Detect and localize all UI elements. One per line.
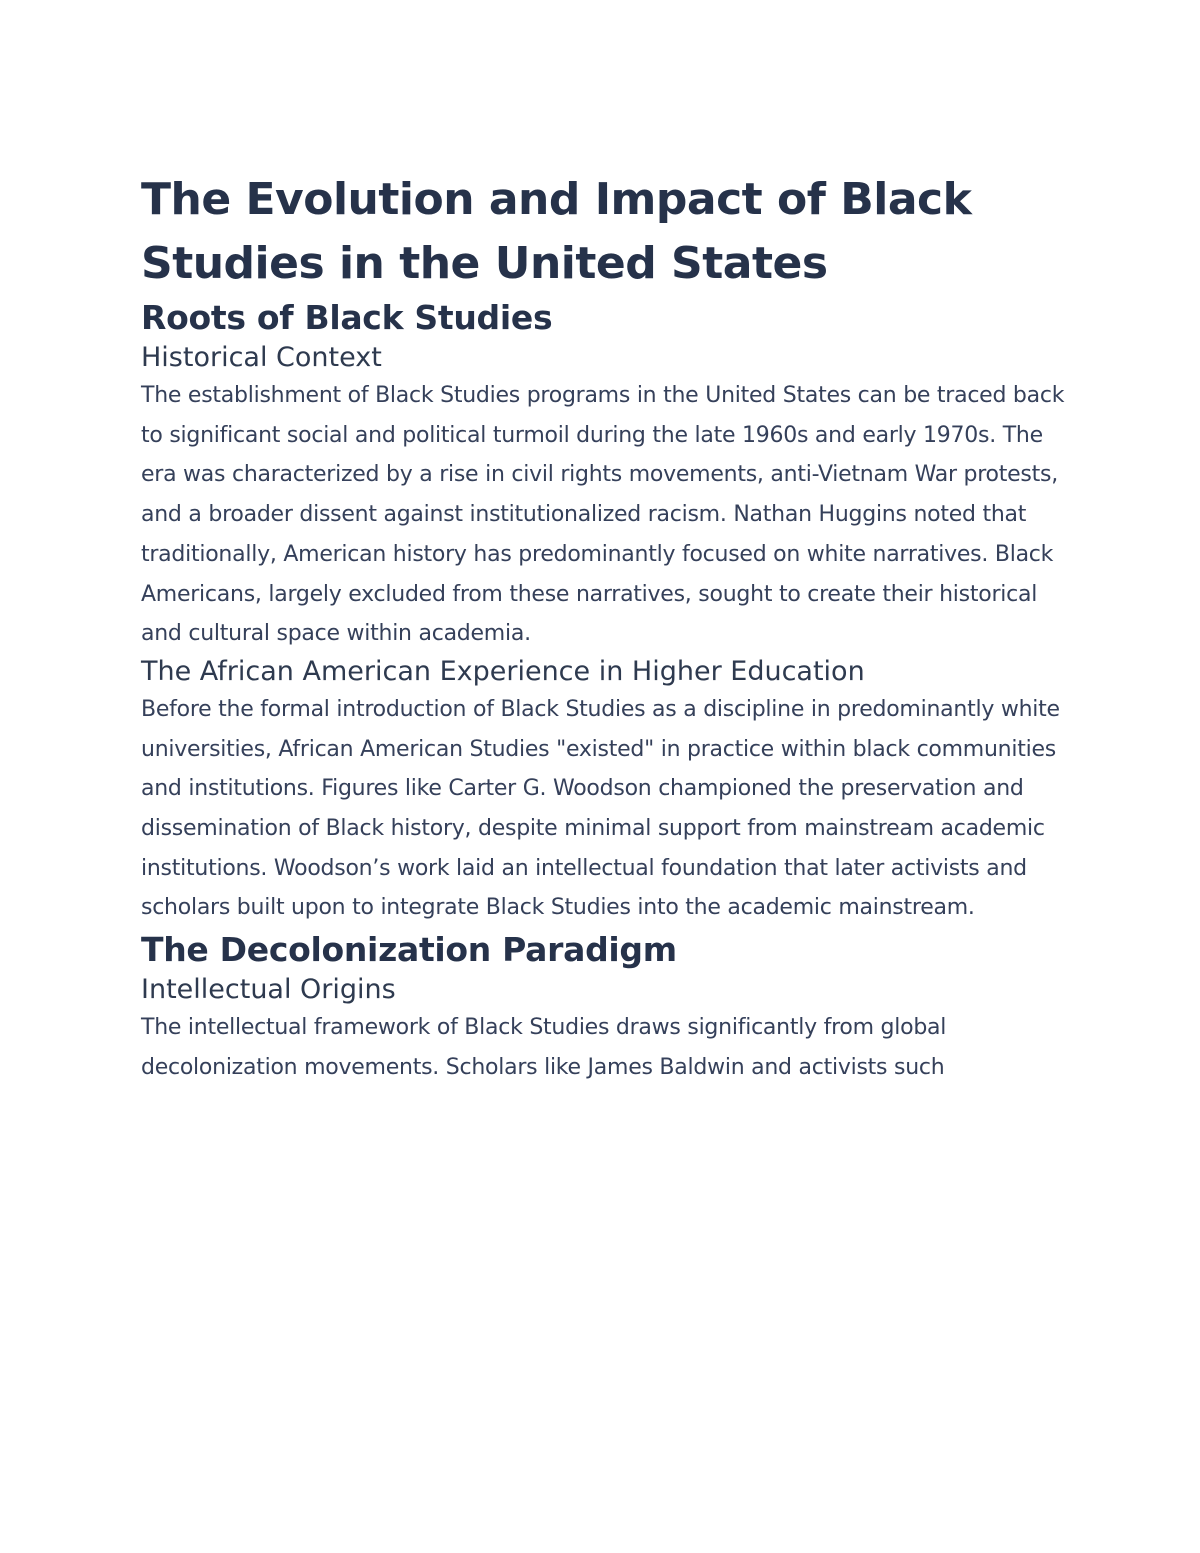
- subsection-heading-higher-education: The African American Experience in Higher Education: [141, 655, 865, 687]
- document-page: [141, 168, 1066, 1088]
- paragraph-higher-education: Before the formal introduction of Black Studies as a discipline in predominantly white universities, African American Studies "existed" in practice within black communities and institutions. Figures like Carter G. Woodson championed the preservation and dissemination of Black history, despite minimal support from mainstream academic institutions. Woodson’s work laid an intellectual foundation that later activists and scholars built upon to integrate Black Studies into the academic mainstream.: [141, 696, 1060, 921]
- paragraph-historical-context: The establishment of Black Studies programs in the United States can be traced back to significant social and political turmoil during the late 1960s and early 1970s. The era was characterized by a rise in civil rights movements, anti-Vietnam War protests, and a broader dissent against institutionalized racism. Nathan Huggins noted that traditionally, American history has predominantly focused on white narratives. Black Americans, largely excluded from these narratives, sought to create their historical and cultural space within academia.: [141, 383, 1065, 647]
- section-heading-decolonization: The Decolonization Paradigm: [141, 930, 677, 970]
- document-title: The Evolution and Impact of Black Studies in the United States: [141, 174, 972, 289]
- subsection-heading-historical-context: Historical Context: [141, 342, 382, 373]
- subsection-heading-intellectual-origins: Intellectual Origins: [141, 974, 396, 1006]
- section-heading-roots: Roots of Black Studies: [141, 298, 553, 337]
- paragraph-intellectual-origins: The intellectual framework of Black Studies draws significantly from global decolonization movements. Scholars like James Baldwin and activists such: [141, 1015, 947, 1080]
